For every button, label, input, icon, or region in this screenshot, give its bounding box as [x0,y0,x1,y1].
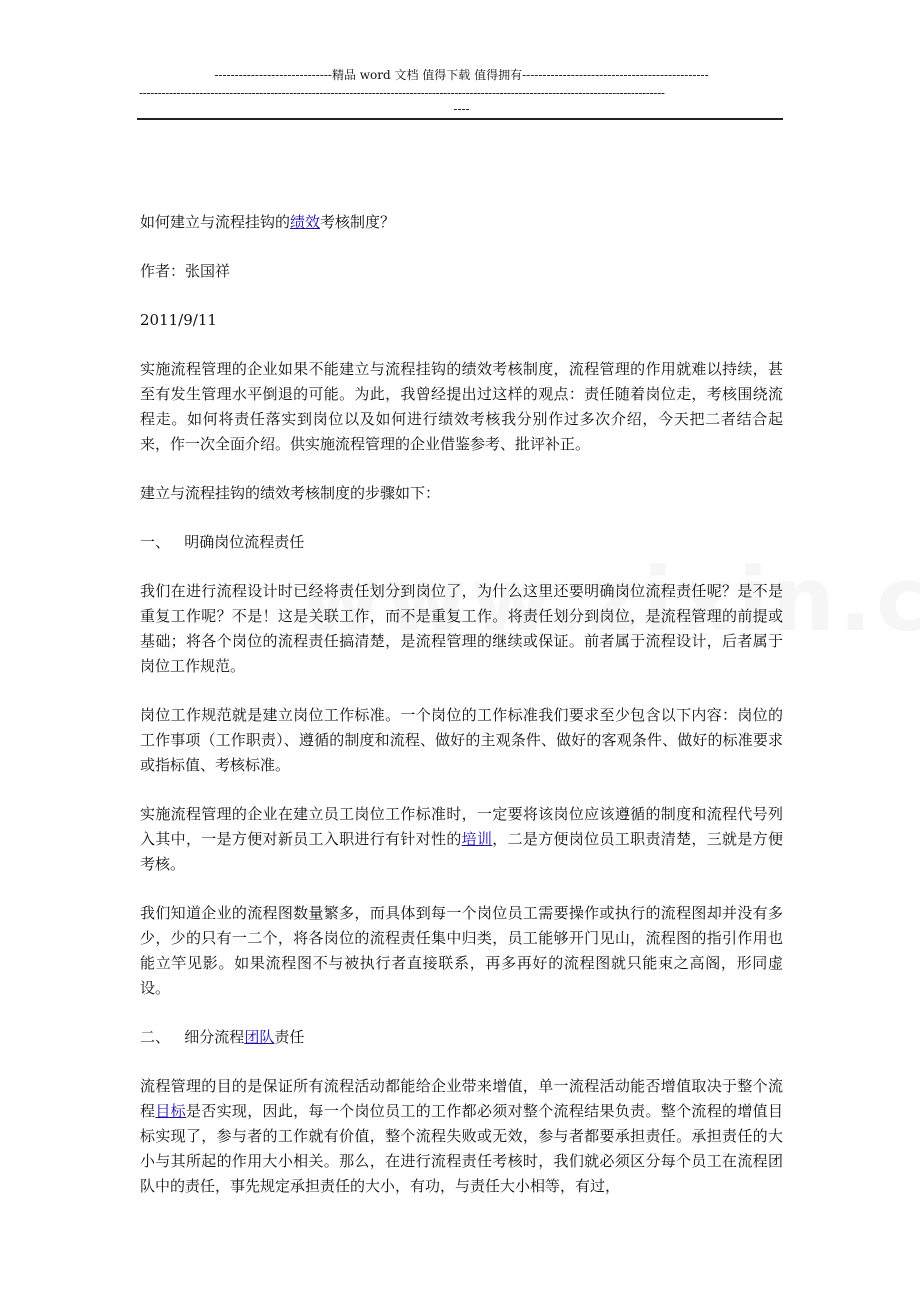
h2-text-post: 责任 [274,1028,305,1046]
p7-text-pre: 流程管理的目的是保证所有流程活动都能给企业带来增值，单一流程活动能否增值取决于整个流程 [140,1077,783,1120]
paragraph-team-responsibility [140,1074,783,1199]
p7-text-post: 是否实现，因此，每一个岗位员工的工作都必须对整个流程结果负责。整个流程的增值目标实现了，参与者的工作就有价值，整个流程失败或无效，参与者都要承担责任。承担责任的大小与其所起的作用大小相关。那么，在进行流程责任考核时，我们就必须区分每个员工在流程团队中的责任，事先规定承担责任的大小，有功，与责任大小相等，有过， [140,1102,783,1195]
header-rule [137,118,783,120]
link-peixun[interactable]: 培训 [461,830,493,848]
p5-text-post: ，二是方便岗位员工职责清楚，三就是方便考核。 [140,830,783,873]
paragraph-flowcharts: 我们知道企业的流程图数量繁多，而具体到每一个岗位员工需要操作或执行的流程图却并没有多少，少的只有一二个，将各岗位的流程责任集中归类，员工能够开门见山，流程图的指引作用也能立竿见影。如果流程图不与被执行者直接联系，再多再好的流程图就只能束之高阁，形同虚设。 [140,904,783,997]
paragraph-responsibility: 我们在进行流程设计时已经将责任划分到岗位了，为什么这里还要明确岗位流程责任呢？是不是重复工作呢？不是！这是关联工作，而不是重复工作。将责任划分到岗位，是流程管理的前提或基础；将各个岗位的流程责任搞清楚，是流程管理的继续或保证。前者属于流程设计，后者属于岗位工作规范。 [140,582,783,675]
article-body [140,210,783,1223]
link-jixiao[interactable]: 绩效 [290,213,321,231]
article-author: 作者：张国祥 [140,262,231,280]
link-mubiao[interactable]: 目标 [155,1102,186,1120]
h2-text-pre: 二、 细分流程 [140,1028,245,1046]
title-text-post: 考核制度？ [320,213,396,231]
paragraph-steps-lead: 建立与流程挂钩的绩效考核制度的步骤如下： [140,484,441,502]
paragraph-job-standard: 岗位工作规范就是建立岗位工作标准。一个岗位的工作标准我们要求至少包含以下内容：岗位的工作事项（工作职责）、遵循的制度和流程、做好的主观条件、做好的客观条件、做好的标准要求或指标值、考核标准。 [140,706,783,774]
section-heading-1: 一、 明确岗位流程责任 [140,533,305,551]
header-banner: -----------------------------精品 word 文档 值得下载 值得拥有---------------------------------------------- [214,68,709,82]
title-text-pre: 如何建立与流程挂钩的 [140,213,291,231]
article-title [140,210,783,235]
link-tuandui[interactable]: 团队 [244,1028,275,1046]
article-date: 2011/9/11 [140,311,217,329]
header-dash-tail: ---- [453,102,470,116]
section-heading-2 [140,1025,783,1050]
p5-text-pre: 实施流程管理的企业在建立员工岗位工作标准时，一定要将该岗位应该遵循的制度和流程代号列入其中，一是方便对新员工入职进行有针对性的 [140,805,783,848]
paragraph-intro: 实施流程管理的企业如果不能建立与流程挂钩的绩效考核制度，流程管理的作用就难以持续，甚至有发生管理水平倒退的可能。为此，我曾经提出过这样的观点：责任随着岗位走，考核围绕流程走。如何将责任落实到岗位以及如何进行绩效考核我分别作过多次介绍，今天把二者结合起来，作一次全面介绍。供实施流程管理的企业借鉴参考、批评补正。 [140,360,783,453]
paragraph-training [140,802,783,877]
header-dash-line: -------------------------------------------------------------------------------------------------------------------------------------------- [139,86,665,100]
